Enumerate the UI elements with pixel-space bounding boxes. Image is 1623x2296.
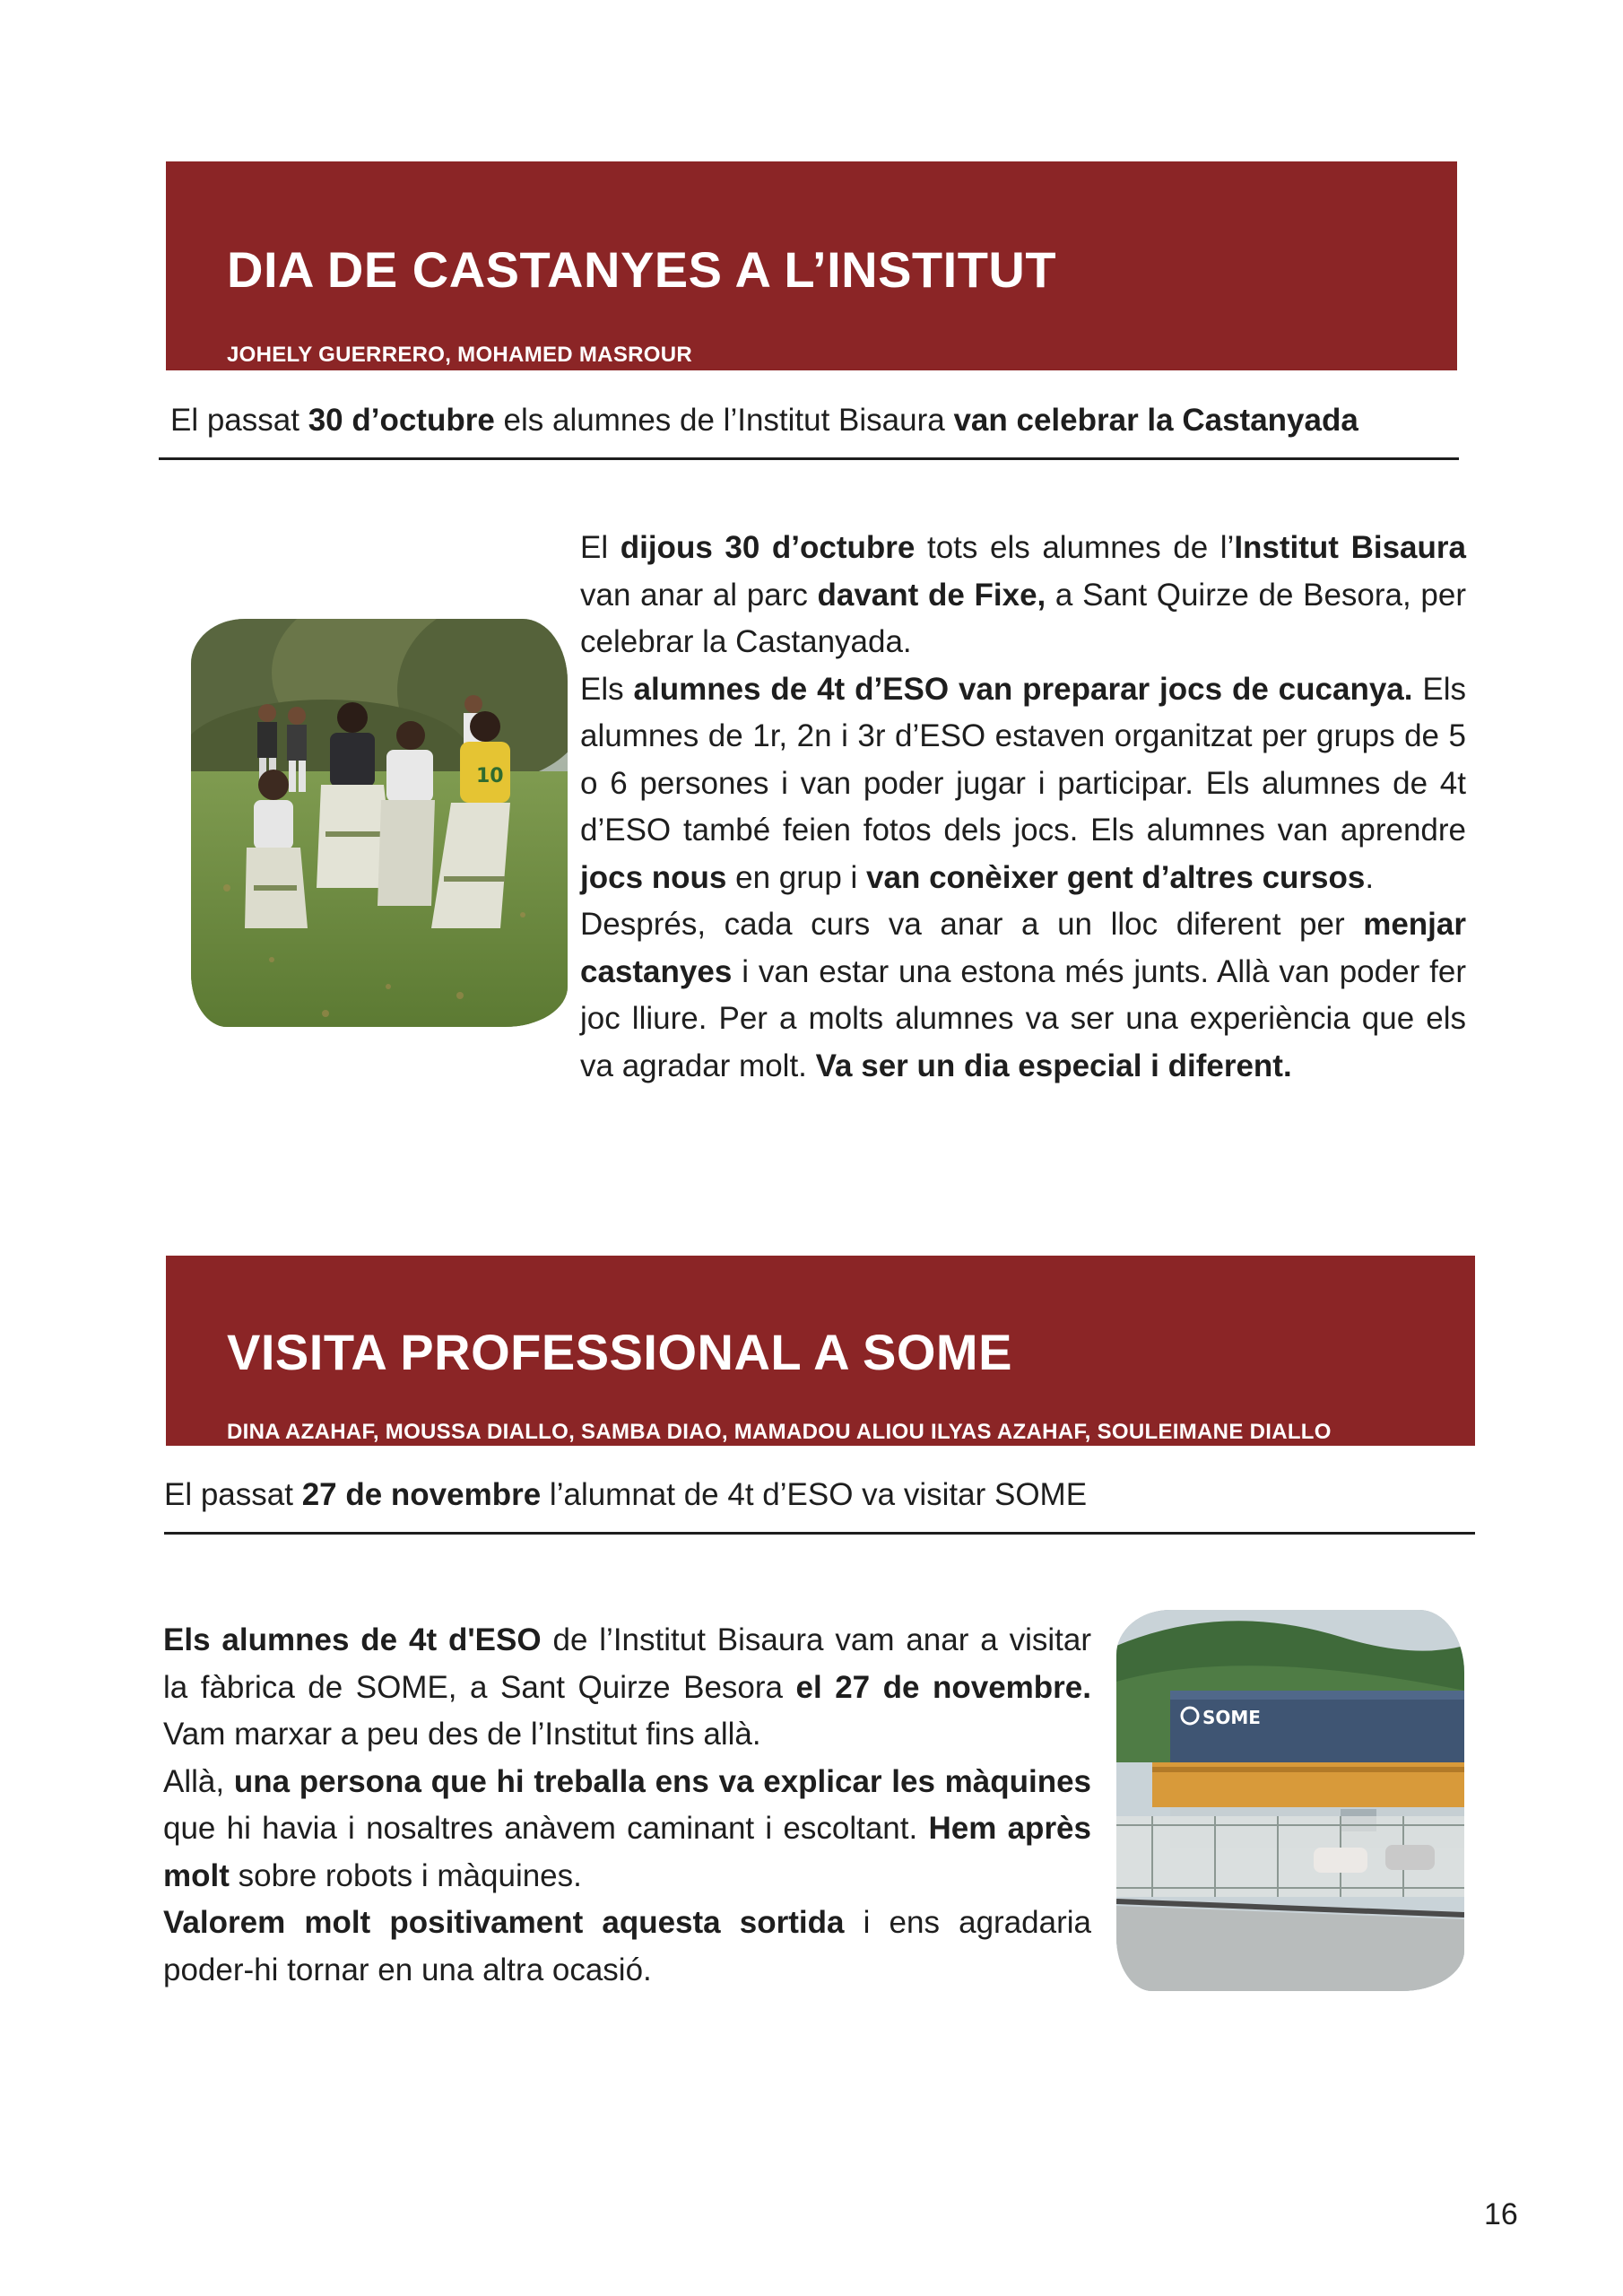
sack-race-photo: [191, 619, 568, 1027]
article1-authors: JOHELY GUERRERO, MOHAMED MASROUR: [227, 343, 692, 367]
article1-body: [580, 525, 1466, 1090]
page-number: 16: [1484, 2197, 1518, 2231]
article1-lead: El passat 30 d’octubre els alumnes de l’Institut Bisaura van celebrar la Castanyada: [170, 403, 1358, 438]
article2-lead: El passat 27 de novembre l’alumnat de 4t d’ESO va visitar SOME: [164, 1477, 1088, 1512]
some-sign-text: SOME: [1202, 1707, 1261, 1728]
some-factory-photo: [1116, 1610, 1464, 1991]
article2-banner: [166, 1256, 1475, 1446]
article1-paragraph: Després, cada curs va anar a un lloc diferent per menjar castanyes i van estar una estona més junts. Allà van poder fer joc lliure. Per a molts alumnes va ser una experiència que els va agradar molt. Va ser un dia especial i diferent.: [580, 907, 1466, 1083]
article1-paragraph: El dijous 30 d’octubre tots els alumnes de l’Institut Bisaura van anar al parc davant de Fixe, a Sant Quirze de Besora, per celebrar la Castanyada.: [580, 530, 1466, 659]
article2-authors: DINA AZAHAF, MOUSSA DIALLO, SAMBA DIAO, MAMADOU ALIOU ILYAS AZAHAF, SOULEIMANE DIALLO: [227, 1420, 1332, 1444]
article2-title: VISITA PROFESSIONAL A SOME: [227, 1324, 1012, 1380]
some-factory-illustration: [1116, 1610, 1464, 1991]
article2-lead-rule: [164, 1532, 1475, 1535]
article1-lead-rule: [159, 457, 1459, 460]
article2-paragraph: Allà, una persona que hi treballa ens va explicar les màquines que hi havia i nosaltres anàvem caminant i escoltant. Hem après molt sobre robots i màquines.: [163, 1763, 1092, 1893]
article1-title: DIA DE CASTANYES A L’INSTITUT: [227, 241, 1057, 298]
article2-paragraph: Valorem molt positivament aquesta sortida i ens agradaria poder-hi tornar en una altra ocasió.: [163, 1905, 1091, 1987]
sack-race-illustration: [191, 619, 568, 1027]
article2-paragraph: Els alumnes de 4t d'ESO de l’Institut Bisaura vam anar a visitar la fàbrica de SOME, a Sant Quirze Besora el 27 de novembre. Vam marxar a peu des de l’Institut fins allà.: [163, 1622, 1091, 1752]
svg-text:10: 10: [476, 765, 504, 787]
article2-body: [163, 1617, 1091, 1994]
article1-paragraph: Els alumnes de 4t d’ESO van preparar jocs de cucanya. Els alumnes de 1r, 2n i 3r d’ESO estaven organitzat per grups de 5 o 6 persones i van poder jugar i participar. Els alumnes de 4t d’ESO també feien fotos dels jocs. Els alumnes van aprendre jocs nous en grup i van conèixer gent d’altres cursos.: [580, 671, 1466, 895]
article1-banner: [166, 161, 1457, 370]
